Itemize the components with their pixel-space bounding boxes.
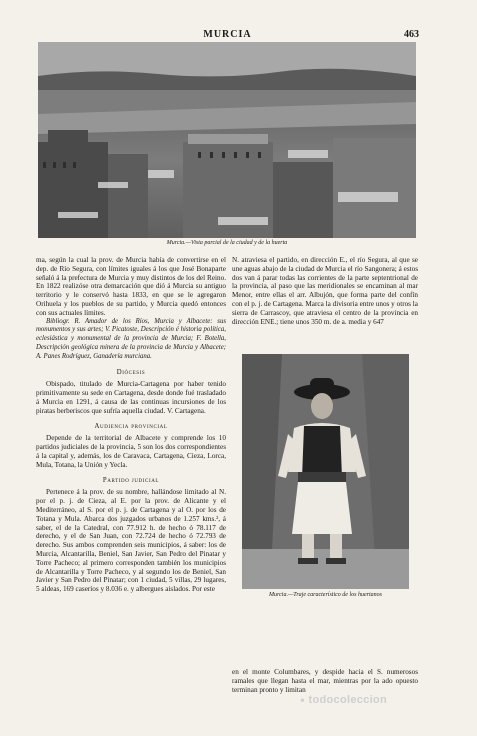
watermark — [300, 694, 387, 706]
city-photo-caption: Murcia.—Vista parcial de la ciudad y de la huerta — [166, 240, 288, 246]
section-title-diocese: Diócesis — [116, 368, 146, 376]
audiencia-paragraph: Depende de la territorial de Albacete y comprende los 10 partidos judiciales de la provincia, 5 son los dos correspondientes á la capital y, además, los de Caravaca, Cartagena, Cieza, Lorca, Mula, Totana, la Unión y Yecla. — [36, 434, 226, 469]
costume-photo-caption: Murcia.—Traje característico de los huertanos — [269, 592, 382, 598]
watermark-text: todocoleccion — [308, 694, 387, 706]
section-title-audiencia: Audiencia provincial — [94, 422, 168, 430]
right-text-column-top — [232, 256, 418, 326]
huertano-figure-illustration — [242, 354, 409, 589]
bibliography-paragraph: Bibliogr. R. Amador de los Ríos, Murcia y Albacete: sus monumentos y sus artes; V. Picatoste, Descripción é historia política, eclesiástica y monumental de la provincia de Murcia; F. Botella, Descripción geológica minera de la provincia de Murcia y Albacete; A. Panes Rodríguez, Ganadería murciana. — [36, 317, 226, 360]
page-number: 463 — [404, 29, 419, 40]
city-panorama-photo — [38, 42, 416, 238]
watermark-dot-icon: ● — [300, 695, 306, 705]
mountains-paragraph: en el monte Columbares, y despide hacia el S. numerosos ramales que llegan hasta el mar, mientras por la ado opuesto terminan pronto y limitan — [232, 668, 418, 694]
right-text-column-bottom — [232, 668, 418, 694]
diocese-paragraph: Obispado, titulado de Murcia-Cartagena por haber tenido primitivamente su sede en Cartagena, desde donde fué trasladado á Murcia en 1291, á causa de las continuas incursiones de los piratas berberiscos que sufría aquella ciudad. V. Cartagena. — [36, 380, 226, 415]
partido-paragraph: Pertenece á la prov. de su nombre, hallándose limitado al N. por el p. j. de Cieza, al E. por la prov. de Alicante y el Mediterráneo, al S. por el p. j. de Cartagena y al O. por los de Totana y Mula. Abarca dos juzgados urbanos de 1.257 kms.², á saber, el de la Catedral, con 77.912 h. de hecho ó 78.117 de derecho, y el de San Juan, con 72.724 de hecho ó 72.793 de derecho. Sus ambos comprenden seis municipios, á saber: los de Murcia, Alcantarilla, Beniel, San Javier, San Pedro del Pinatar y Torre Pacheco; al primero corresponden también los municipios de Alcantarilla y Torre Pacheco, y al segundo los de Beniel, San Javier y San Pedro del Pinatar; con 1 ciudad, 5 villas, 29 lugares, 5 aldeas, 169 caseríos y 8.036 e. y albergues aislados. Por este — [36, 488, 226, 594]
history-paragraph: ma, según la cual la prov. de Murcia había de convertirse en el dep. de Río Segura, con límites iguales á los que José Bonaparte señaló á la prefectura de Murcia y muy distintos de los del Reino. En 1822 realizóse otra demarcación que dió á Murcia su antiguo territorio y le conservó hasta 1833, en que se le agregaron Orihuela y los pueblos de su partido, y Murcia quedó entonces con sus actuales límites. — [36, 256, 226, 317]
page-header — [36, 24, 419, 40]
section-title-partido: Partido judicial — [102, 476, 160, 484]
costume-photo — [242, 354, 409, 589]
city-panorama-illustration — [38, 42, 416, 238]
left-text-column — [36, 256, 226, 594]
running-title: MURCIA — [203, 29, 252, 40]
geography-paragraph: N. atraviesa el partido, en dirección E., el río Segura, al que se une aguas abajo de la ciudad de Murcia el río Sangonera; á estos dos van á parar todas las corrientes de la parte septentrional de la provincia, al paso que las meridionales se encaminan al mar Menor, entre ellas el arr. Albujón, que forma parte del confín con el p. j. de Cartagena. Marca la divisoria entre unos y otros la sierra de Carrascoy, que atraviesa el centro de la provincia en dirección ENE.; tiene unos 350 m. de a. media y 647 — [232, 256, 418, 326]
